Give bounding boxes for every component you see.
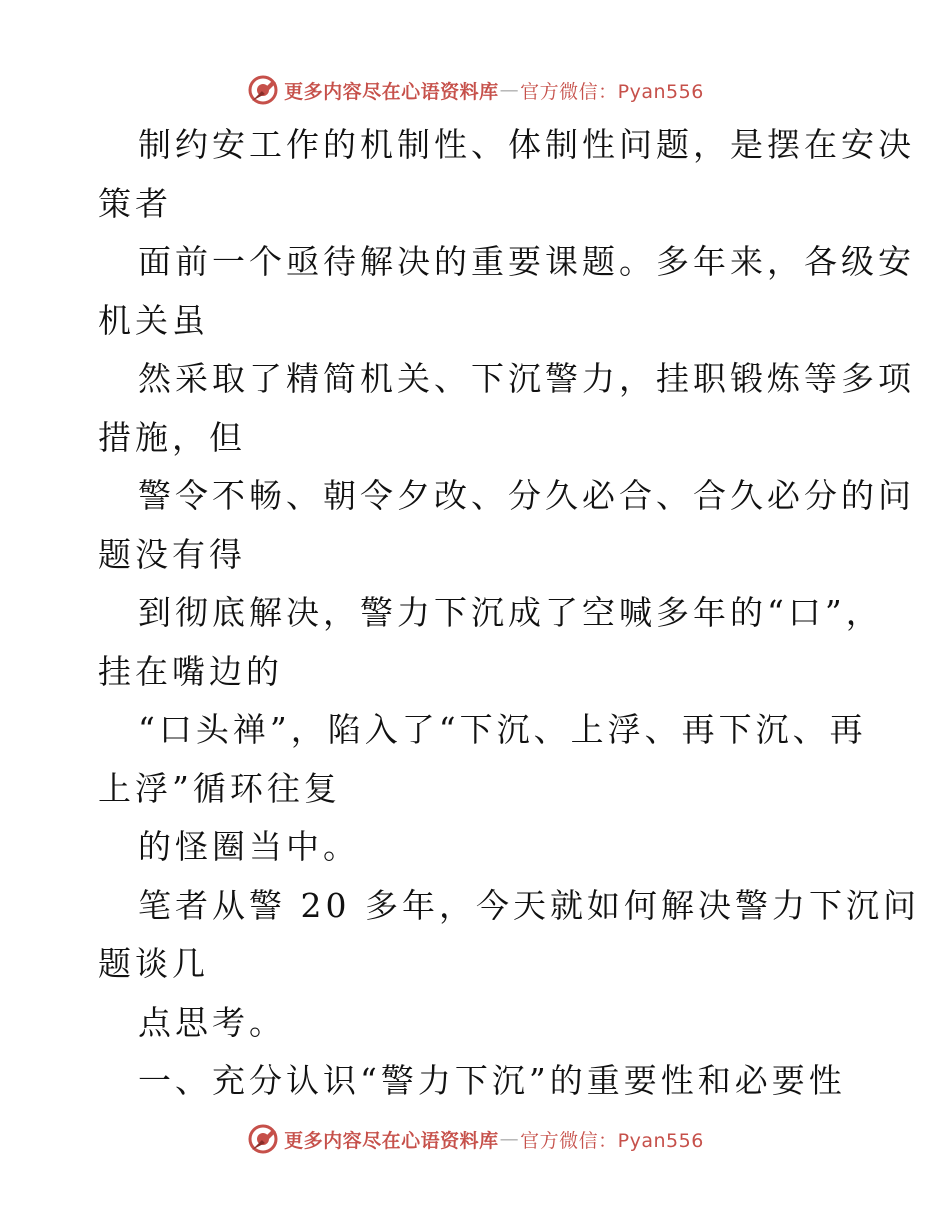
text-line: 点思考。	[138, 1002, 286, 1042]
watermark-account: 官方微信：Pyan556	[520, 80, 704, 103]
text-line: 题没有得	[98, 534, 246, 574]
text-line: 题谈几	[98, 944, 209, 983]
pen-logo-icon	[246, 1122, 280, 1156]
text-line: 到彻底解决，警力下沉成了空喊多年的“口”，	[138, 593, 883, 632]
text-line: 警令不畅、朝令夕改、分久必合、合久必分的问	[138, 476, 915, 515]
text-line: 上浮”循环往复	[98, 768, 341, 808]
footer-watermark	[0, 1121, 950, 1157]
text-line: 挂在嘴边的	[98, 651, 283, 691]
text-line: “口头禅”，陷入了“下沉、上浮、再下沉、再	[138, 710, 867, 749]
watermark-text: 更多内容尽在心语资料库	[284, 80, 499, 103]
text-line: 面前一个亟待解决的重要课题。多年来，各级安	[138, 242, 915, 281]
text-line: 笔者从警 20 多年，今天就如何解决警力下沉问	[138, 885, 920, 925]
watermark-account: 官方微信：Pyan556	[520, 1129, 704, 1152]
watermark-dash: —	[499, 1128, 520, 1150]
header-watermark	[0, 72, 950, 108]
watermark-dash: —	[499, 79, 520, 101]
pen-logo-icon	[246, 73, 280, 107]
text-line: 策者	[98, 183, 172, 223]
text-line: 然采取了精简机关、下沉警力，挂职锻炼等多项	[138, 359, 915, 398]
text-line: 的怪圈当中。	[138, 827, 360, 866]
text-line: 制约安工作的机制性、体制性问题，是摆在安决	[138, 125, 915, 164]
section-heading: 一、充分认识“警力下沉”的重要性和必要性	[138, 1061, 846, 1100]
document-body	[98, 116, 920, 1111]
text-line: 措施，但	[98, 417, 246, 457]
watermark-text: 更多内容尽在心语资料库	[284, 1129, 499, 1152]
text-line: 机关虽	[98, 300, 209, 340]
